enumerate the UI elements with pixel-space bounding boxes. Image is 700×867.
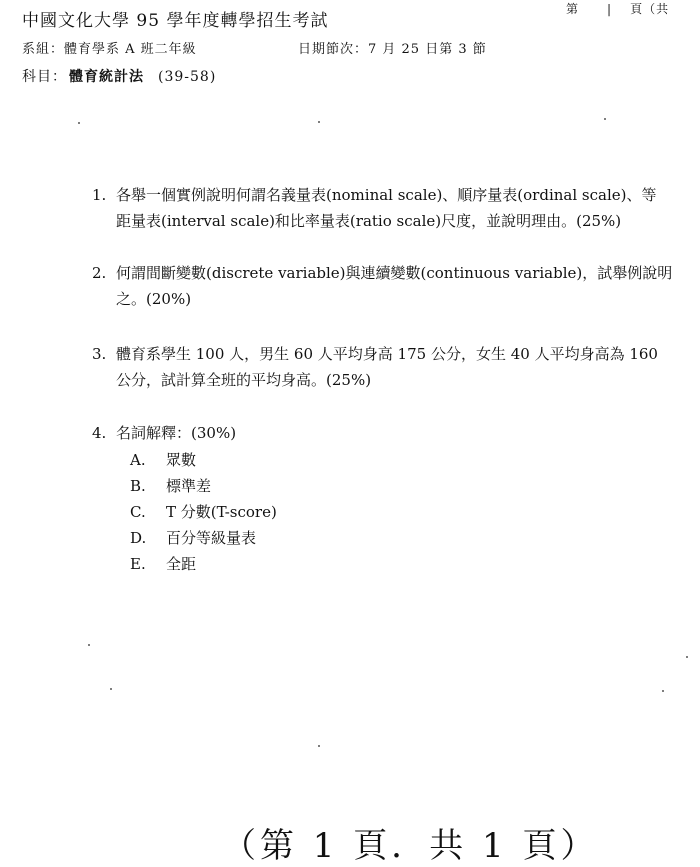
term-item-a (130, 447, 196, 473)
page-corner-divider: | (607, 2, 613, 16)
scan-speck (110, 688, 112, 690)
question-2 (92, 260, 672, 312)
question-number: 2. (92, 264, 107, 282)
term-item-b (130, 473, 211, 499)
term-item-c (130, 499, 277, 525)
question-number: 1. (92, 186, 107, 204)
question-3 (92, 341, 658, 393)
scan-speck (318, 121, 320, 123)
question-text-line2: 公分，試計算全班的平均身高。(25%) (116, 371, 372, 389)
page-corner-label (566, 0, 669, 17)
scan-speck (662, 690, 664, 692)
page-footer: （第 1 頁．共 1 頁） (222, 826, 599, 866)
term-text: 標準差 (166, 477, 212, 495)
term-letter: B. (130, 477, 146, 495)
scan-speck (604, 118, 606, 120)
question-text-line1: 體育系學生 100 人，男生 60 人平均身高 175 公分，女生 40 人平均身高為 160 (116, 345, 658, 363)
page-corner-total: 頁（共 (630, 2, 670, 16)
question-text-line1: 名詞解釋：(30%) (116, 424, 237, 442)
department-line: 系組：體育學系 A 班二年級 (22, 42, 197, 57)
scan-speck (78, 122, 80, 124)
term-letter: C. (130, 503, 146, 521)
question-text-line2: 之。(20%) (116, 290, 192, 308)
term-letter: D. (130, 529, 147, 547)
term-text: 眾數 (166, 451, 197, 469)
page-corner-first: 第 (566, 2, 580, 16)
subject-code: (39-58) (158, 69, 217, 85)
question-text-line1: 何謂間斷變數(discrete variable)與連續變數(continuous variable)，試舉例說明 (116, 264, 673, 282)
term-text: 全距 (166, 555, 197, 573)
question-number: 3. (92, 345, 107, 363)
term-text: 百分等級量表 (166, 529, 257, 547)
scan-speck (318, 745, 320, 747)
exam-title: 中國文化大學 95 學年度轉學招生考試 (22, 11, 329, 31)
term-item-d (130, 525, 256, 551)
term-letter: A. (130, 451, 146, 469)
question-text-line1: 各舉一個實例說明何謂名義量表(nominal scale)、順序量表(ordinal scale)、等 (116, 186, 657, 204)
question-4 (92, 420, 236, 446)
scan-speck (88, 644, 90, 646)
term-letter: E. (130, 555, 146, 573)
question-text-line2: 距量表(interval scale)和比率量表(ratio scale)尺度，並說明理由。(25%) (116, 212, 622, 230)
subject-label: 科目： (22, 69, 67, 85)
date-session-line: 日期節次：7 月 25 日第 3 節 (298, 42, 487, 57)
subject-line (22, 66, 216, 86)
subject-name: 體育統計法 (69, 69, 144, 85)
scan-speck (686, 656, 688, 658)
term-text: T 分數(T-score) (166, 503, 277, 521)
term-item-e (130, 551, 196, 577)
question-1 (92, 182, 657, 234)
question-number: 4. (92, 424, 107, 442)
